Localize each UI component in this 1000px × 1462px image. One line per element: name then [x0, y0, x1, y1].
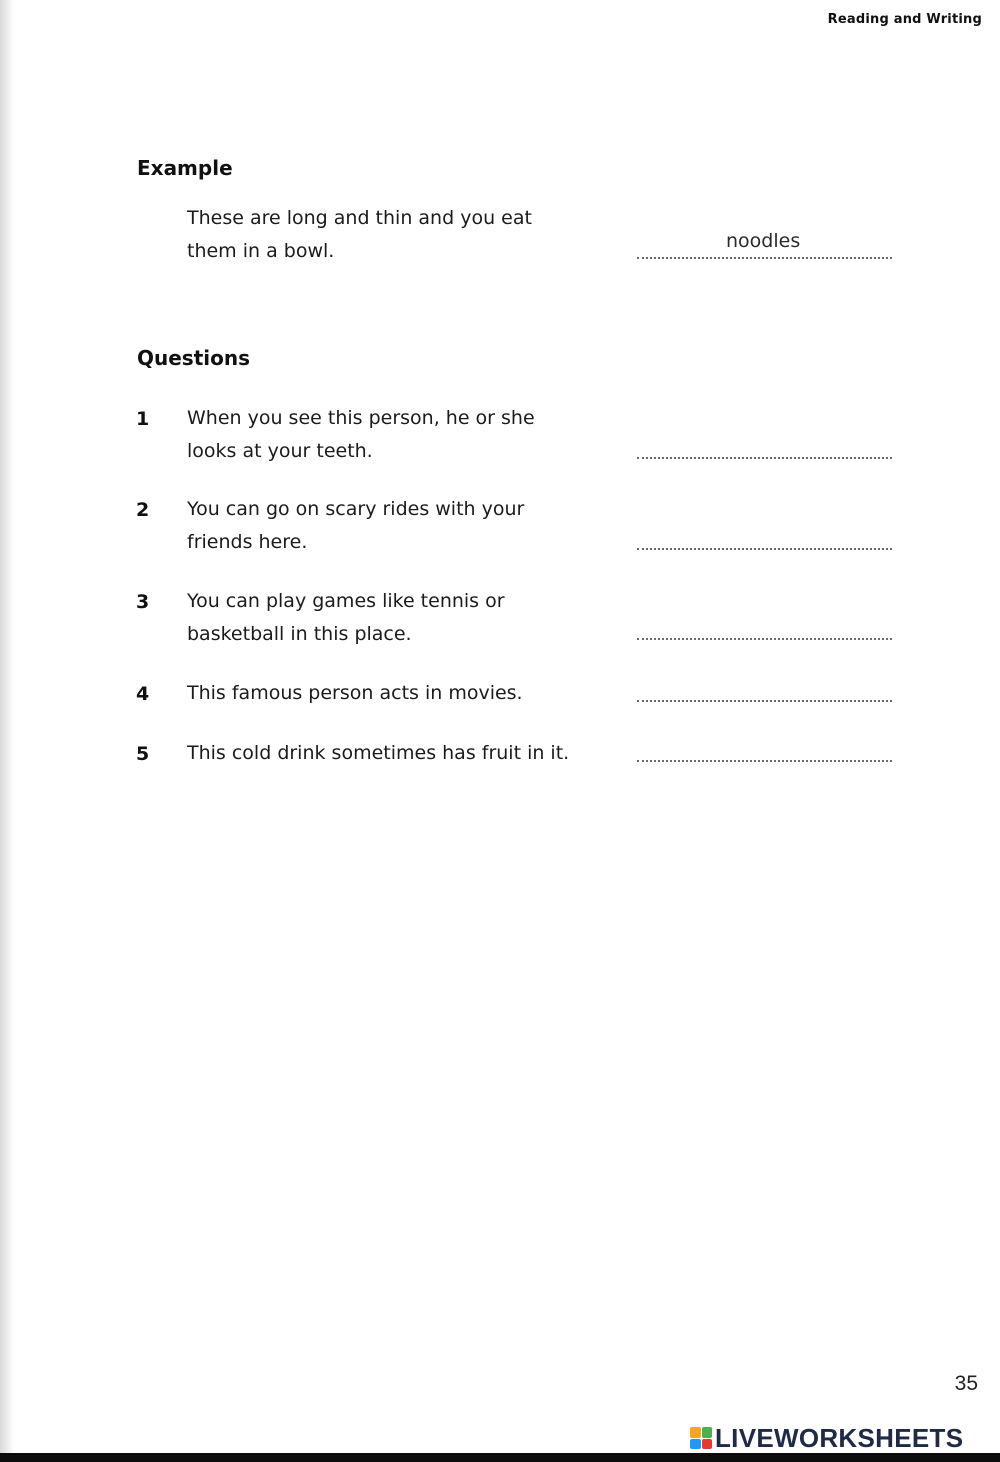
bottom-bar — [0, 1453, 1000, 1462]
question-4-number: 4 — [136, 683, 150, 705]
logo-cell-1 — [690, 1427, 701, 1438]
question-5-answer-line[interactable] — [637, 760, 892, 762]
question-5-line1: This cold drink sometimes has fruit in it. — [187, 742, 570, 764]
logo-cell-4 — [702, 1439, 713, 1450]
example-text — [187, 202, 587, 268]
question-3-number: 3 — [136, 591, 150, 613]
question-4-text — [187, 677, 587, 710]
question-3-answer-line[interactable] — [637, 638, 892, 640]
question-1-number: 1 — [136, 408, 150, 430]
question-3-line2: basketball in this place. — [187, 623, 412, 645]
question-2-number: 2 — [136, 499, 150, 521]
question-4-line1: This famous person acts in movies. — [187, 682, 523, 704]
brand-name: LIVEWORKSHEETS — [715, 1423, 964, 1453]
question-2-answer-line[interactable] — [637, 548, 892, 550]
logo-cell-2 — [702, 1427, 713, 1438]
question-4-answer-line[interactable] — [637, 700, 892, 702]
example-answer-line — [637, 257, 892, 259]
page-number: 35 — [954, 1372, 978, 1395]
example-text-line1: These are long and thin and you eat — [187, 207, 532, 229]
questions-heading: Questions — [137, 346, 251, 370]
question-1-line2: looks at your teeth. — [187, 440, 373, 462]
question-2-line1: You can go on scary rides with your — [187, 498, 525, 520]
liveworksheets-brand — [690, 1424, 963, 1452]
question-2-line2: friends here. — [187, 531, 308, 553]
question-3-text — [187, 585, 587, 651]
logo-cell-3 — [690, 1439, 701, 1450]
question-2-text — [187, 493, 587, 559]
section-header: Reading and Writing — [827, 12, 982, 27]
example-answer: noodles — [726, 230, 801, 252]
example-heading: Example — [137, 156, 233, 180]
liveworksheets-logo-icon — [690, 1427, 712, 1449]
page-edge-shadow — [0, 0, 14, 1462]
question-1-answer-line[interactable] — [637, 457, 892, 459]
question-5-text — [187, 737, 627, 770]
question-5-number: 5 — [136, 743, 150, 765]
example-text-line2: them in a bowl. — [187, 240, 335, 262]
question-1-text — [187, 402, 587, 468]
question-1-line1: When you see this person, he or she — [187, 407, 535, 429]
question-3-line1: You can play games like tennis or — [187, 590, 505, 612]
